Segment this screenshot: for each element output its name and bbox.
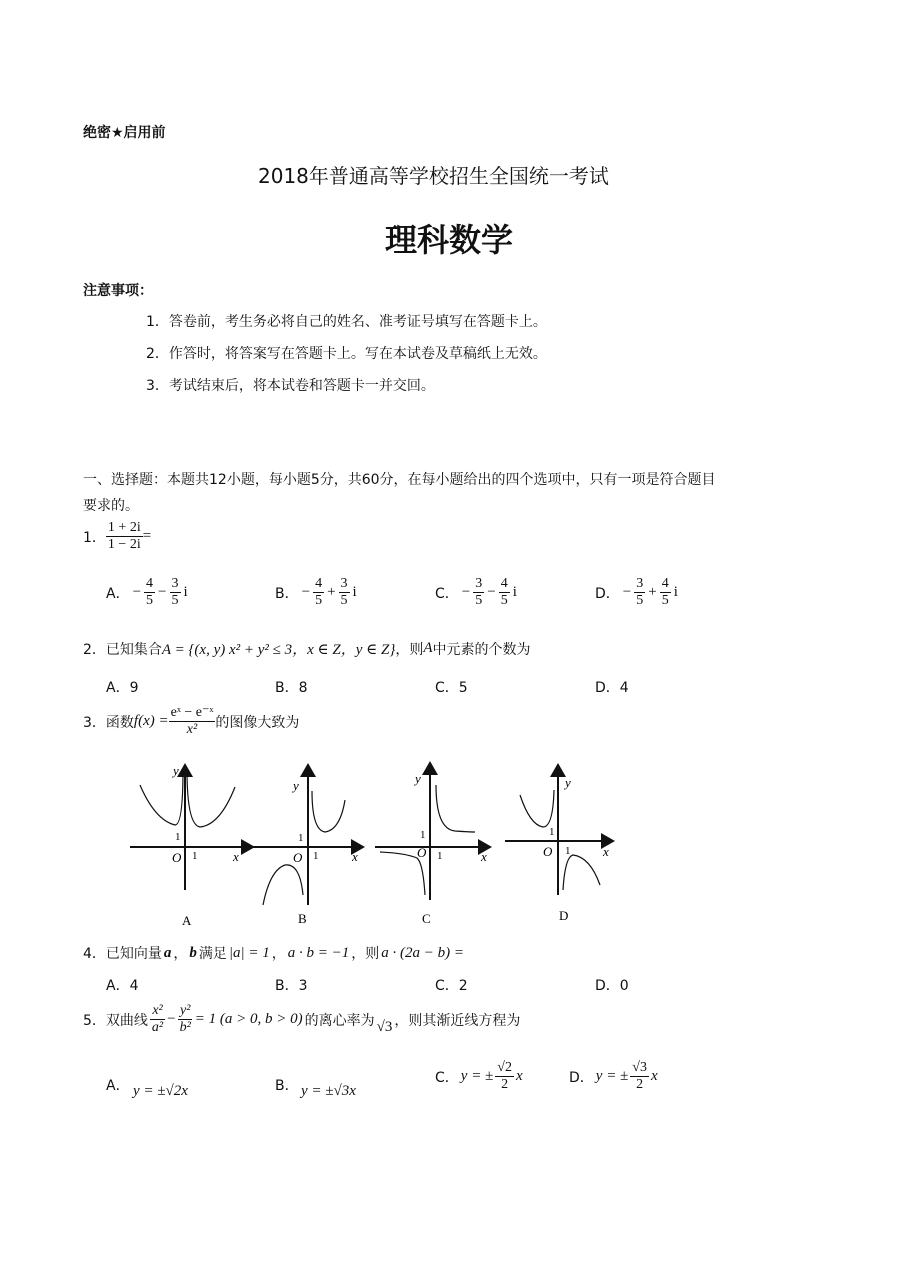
frac-den: 5 <box>661 593 669 608</box>
axis-one-label: 1 <box>192 850 198 862</box>
q4-comma: ， <box>173 946 188 962</box>
frac-num: 4 <box>315 576 323 591</box>
operator: + <box>327 584 336 600</box>
q4-option-c: C．2 <box>435 978 468 994</box>
axis-o-label: O <box>543 844 553 859</box>
vector-b: b <box>189 944 197 961</box>
q5-mid: 的离心率为 <box>304 1012 375 1029</box>
axis-o-label: O <box>293 850 303 865</box>
q3-graphs <box>125 755 620 930</box>
graph-label-d: D <box>559 908 569 923</box>
question-3 <box>83 705 299 738</box>
axis-x-label: x <box>352 849 358 864</box>
frac-den: 5 <box>171 593 179 608</box>
sign: − <box>301 584 311 600</box>
frac-den: 2 <box>501 1077 509 1092</box>
q1-option-b <box>275 576 357 609</box>
option-label: C． <box>435 585 459 602</box>
graph-c <box>375 763 490 926</box>
q5-eccentricity: √3 <box>376 1019 393 1035</box>
equals-sign: = <box>142 528 152 544</box>
q2-option-d: D．4 <box>595 680 629 696</box>
axis-one-label: 1 <box>549 826 555 838</box>
q1-option-d <box>595 576 678 609</box>
vector-a: a <box>163 944 172 961</box>
imag-unit: i <box>512 584 517 600</box>
graph-label-c: C <box>422 911 431 926</box>
q2-option-c: C．5 <box>435 680 468 696</box>
sign: − <box>461 584 471 600</box>
frac-den: 5 <box>500 593 508 608</box>
axis-y-label: y <box>173 763 179 778</box>
q2-set-expression: A = {(x, y) x² + y² ≤ 3，x ∈ Z，y ∈ Z} <box>161 642 396 658</box>
frac-num: y² <box>179 1003 191 1018</box>
frac-num: 4 <box>500 576 508 591</box>
section-intro-cont: 要求的。 <box>83 498 139 514</box>
q4-cond-word: 满足 <box>198 946 227 962</box>
operator: + <box>648 584 657 600</box>
q1-denominator: 1 − 2i <box>107 537 141 552</box>
q3-function: f(x) = <box>133 713 169 729</box>
graph-b <box>253 765 363 926</box>
q3-suffix: 的图像大致为 <box>215 714 300 731</box>
graph-d <box>505 765 613 923</box>
frac-den: 5 <box>636 593 644 608</box>
frac-num: x² <box>152 1003 163 1018</box>
q5-option-a-expr: y = ±√2x <box>133 1083 188 1099</box>
graph-label-b: B <box>298 911 307 926</box>
exam-title: 2018年普通高等学校招生全国统一考试 <box>258 164 609 188</box>
note-item: 2．作答时，将答案写在答题卡上。写在本试卷及草稿纸上无效。 <box>146 346 547 362</box>
subject-title: 理科数学 <box>385 221 514 259</box>
frac-num: 3 <box>171 576 179 591</box>
axis-one-label: 1 <box>565 845 571 857</box>
q2-prefix: 2．已知集合 <box>83 641 162 658</box>
frac-den: x² <box>186 722 198 737</box>
frac-num: 3 <box>340 576 348 591</box>
q5-option-d <box>569 1060 658 1093</box>
frac-den: 5 <box>146 593 154 608</box>
q3-fraction <box>169 705 216 738</box>
secret-label: 绝密★启用前 <box>83 125 166 141</box>
operator: − <box>487 584 496 600</box>
q2-option-b: B．8 <box>275 680 308 696</box>
section-intro: 一、选择题：本题共12小题，每小题5分，共60分，在每小题给出的四个选项中，只有一项是符合题目 <box>83 472 716 488</box>
q2-var: A <box>423 640 433 656</box>
q5-option-a-label: A． <box>106 1078 130 1094</box>
question-number: 1． <box>83 529 106 546</box>
sign: − <box>132 584 142 600</box>
expr-pre: y = ± <box>595 1068 629 1084</box>
option-label: A． <box>106 585 130 602</box>
q1-option-a <box>106 576 188 609</box>
graph-label-a: A <box>182 913 192 928</box>
q3-prefix: 3．函数 <box>83 714 134 731</box>
q5-suffix: ，则其渐近线方程为 <box>394 1012 521 1029</box>
question-1 <box>83 520 151 553</box>
frac-num: 3 <box>475 576 483 591</box>
imag-unit: i <box>352 584 357 600</box>
graph-a <box>130 763 253 928</box>
q1-option-c <box>435 576 517 609</box>
q1-fraction <box>106 520 143 553</box>
question-2 <box>83 638 531 659</box>
axis-y-label: y <box>565 775 571 790</box>
frac-num: 4 <box>146 576 154 591</box>
axis-one-label: 1 <box>298 832 304 844</box>
axis-o-label: O <box>172 850 182 865</box>
frac-num: √2 <box>497 1060 512 1075</box>
imag-unit: i <box>673 584 678 600</box>
operator: − <box>167 1011 176 1027</box>
imag-unit: i <box>183 584 188 600</box>
option-label: D． <box>569 1069 594 1086</box>
q4-condition-2: a · b = −1 <box>287 944 350 961</box>
frac-num: 4 <box>661 576 669 591</box>
q4-then: ，则 <box>351 946 380 962</box>
sign: − <box>622 584 632 600</box>
expr-post: x <box>650 1068 658 1084</box>
option-label: D． <box>595 585 620 602</box>
note-item: 1．答卷前，考生务必将自己的姓名、准考证号填写在答题卡上。 <box>146 314 547 330</box>
frac-num: 3 <box>636 576 644 591</box>
note-item: 3．考试结束后，将本试卷和答题卡一并交回。 <box>146 378 435 394</box>
axis-x-label: x <box>233 849 239 864</box>
expr-pre: y = ± <box>460 1068 494 1084</box>
axis-y-label: y <box>293 778 299 793</box>
q5-option-c <box>435 1060 523 1093</box>
q2-option-a: A．9 <box>106 680 139 696</box>
axis-x-label: x <box>481 849 487 864</box>
q1-numerator: 1 + 2i <box>107 520 141 535</box>
axis-one-label: 1 <box>175 831 181 843</box>
q4-expression: a · (2a − b) = <box>381 944 465 961</box>
expr-post: x <box>515 1068 523 1084</box>
axis-one-label: 1 <box>437 850 443 862</box>
frac-den: a² <box>151 1020 164 1035</box>
q5-option-b-label: B． <box>275 1078 299 1094</box>
q5-condition: = 1 (a > 0, b > 0) <box>194 1011 303 1027</box>
notes-heading: 注意事项： <box>83 283 153 299</box>
axis-y-label: y <box>415 771 421 786</box>
frac-den: 2 <box>636 1077 644 1092</box>
axis-one-label: 1 <box>313 850 319 862</box>
frac-den: 5 <box>315 593 323 608</box>
option-label: C． <box>435 1069 459 1086</box>
frac-num: eˣ − e⁻ˣ <box>170 705 214 720</box>
frac-den: 5 <box>340 593 348 608</box>
q2-then: ，则 <box>395 641 424 658</box>
q4-option-b: B．3 <box>275 978 308 994</box>
operator: − <box>158 584 167 600</box>
axis-o-label: O <box>417 845 427 860</box>
option-label: B． <box>275 585 299 602</box>
question-4 <box>83 943 464 963</box>
frac-num: √3 <box>632 1060 647 1075</box>
q4-option-d: D．0 <box>595 978 629 994</box>
q4-condition-1: |a| = 1 <box>228 944 270 961</box>
axis-x-label: x <box>603 844 609 859</box>
q5-option-b-expr: y = ±√3x <box>301 1083 356 1099</box>
q4-sep: ， <box>271 946 286 962</box>
q5-prefix: 5．双曲线 <box>83 1012 148 1029</box>
q4-prefix: 4．已知向量 <box>83 946 162 962</box>
q1-options <box>106 576 806 616</box>
frac-den: b² <box>179 1020 191 1035</box>
question-5 <box>83 1003 520 1036</box>
axis-one-label: 1 <box>420 829 426 841</box>
q2-suffix: 中元素的个数为 <box>432 641 531 658</box>
q4-option-a: A．4 <box>106 978 139 994</box>
frac-den: 5 <box>475 593 483 608</box>
